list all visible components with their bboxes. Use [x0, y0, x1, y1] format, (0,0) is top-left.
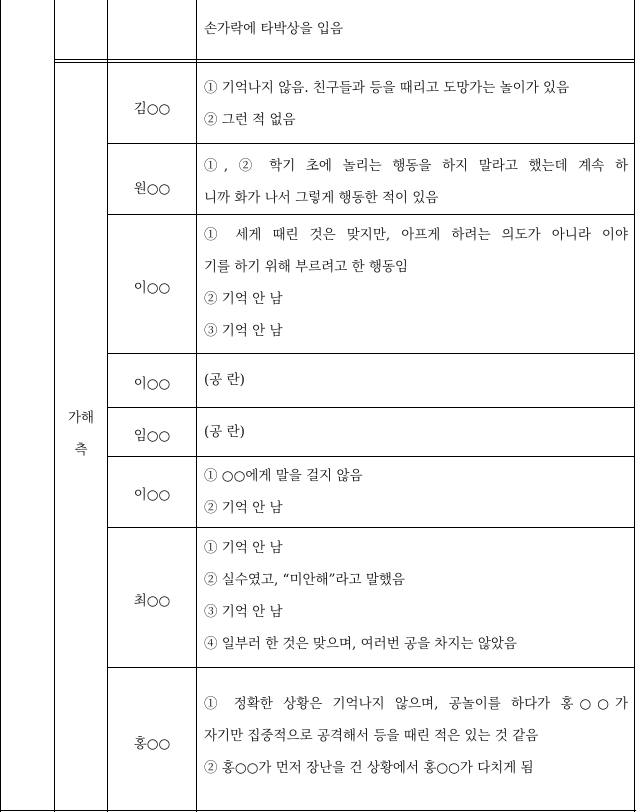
statement-line: 자기만 집중적으로 공격해서 등을 때린 적은 있는 것 같음 — [204, 728, 539, 744]
statement-line: ① 기억나지 않음. 친구들과 등을 때리고 도망가는 놀이가 있음 — [204, 80, 570, 96]
statement-line: ④ 일부러 한 것은 맞으며, 여러번 공을 차지는 않았음 — [204, 636, 517, 652]
table-divider — [196, 0, 197, 812]
table-divider — [107, 353, 635, 354]
statement-line: ② 홍○○가 먼저 장난을 건 상황에서 홍○○가 다치게 됨 — [204, 760, 534, 776]
statement-line: 니까 화가 나서 그렇게 행동한 적이 있음 — [204, 190, 439, 206]
statement-text: (공 란) — [204, 424, 245, 440]
statement-line: ② 기억 안 남 — [204, 500, 283, 516]
statement-line: ③ 기억 안 남 — [204, 604, 283, 620]
section-label-line: 가해 — [67, 410, 95, 426]
student-name: 이○○ — [133, 376, 171, 392]
statement-text — [204, 150, 628, 214]
section-label-line: 측 — [74, 442, 88, 458]
section-label — [54, 402, 108, 466]
table-divider — [107, 214, 635, 215]
table-divider — [54, 62, 635, 63]
injury-text: 손가락에 타박상을 입음 — [204, 21, 343, 37]
statement-text: (공 란) — [204, 372, 245, 388]
student-name: 원○○ — [133, 181, 171, 197]
statement-line: ① ○○에게 말을 걸지 않음 — [204, 468, 363, 484]
student-name: 이○○ — [133, 280, 171, 296]
statement-line: ② 기억 안 남 — [204, 291, 283, 307]
table-divider — [54, 59, 635, 60]
student-name: 임○○ — [133, 428, 171, 444]
table-divider — [107, 407, 635, 408]
statement-line: ② 실수였고, “미안해”라고 말했음 — [204, 572, 405, 588]
student-name: 김○○ — [133, 101, 171, 117]
statement-line: ① 정확한 상황은 기억나지 않으며, 공놀이를 하다가 홍○○가 — [204, 696, 628, 712]
table-divider — [107, 456, 635, 457]
table-border-bottom — [0, 810, 636, 811]
statement-line: ① 세게 때린 것은 맞지만, 아프게 하려는 의도가 아니라 이야 — [204, 227, 628, 243]
statement-line: ③ 기억 안 남 — [204, 323, 283, 339]
statement-text — [204, 688, 628, 784]
student-name: 이○○ — [133, 487, 171, 503]
table-divider — [107, 143, 635, 144]
statement-text — [204, 72, 569, 136]
student-name: 최○○ — [133, 593, 171, 609]
statement-text — [204, 219, 628, 347]
statement-line: 기를 하기 위해 부르려고 한 행동임 — [204, 259, 409, 275]
table-border-right — [634, 0, 635, 812]
statement-line: ② 그런 적 없음 — [204, 112, 296, 128]
table-border-left — [0, 0, 1, 812]
table-divider — [107, 527, 635, 528]
statement-text — [204, 460, 363, 524]
statement-line: ① 기억 안 남 — [204, 540, 283, 556]
student-name: 홍○○ — [133, 736, 171, 752]
table-divider — [107, 667, 635, 668]
statement-text — [204, 532, 517, 660]
statement-line: ①, ② 학기 초에 놀리는 행동을 하지 말라고 했는데 계속 하 — [204, 158, 628, 174]
